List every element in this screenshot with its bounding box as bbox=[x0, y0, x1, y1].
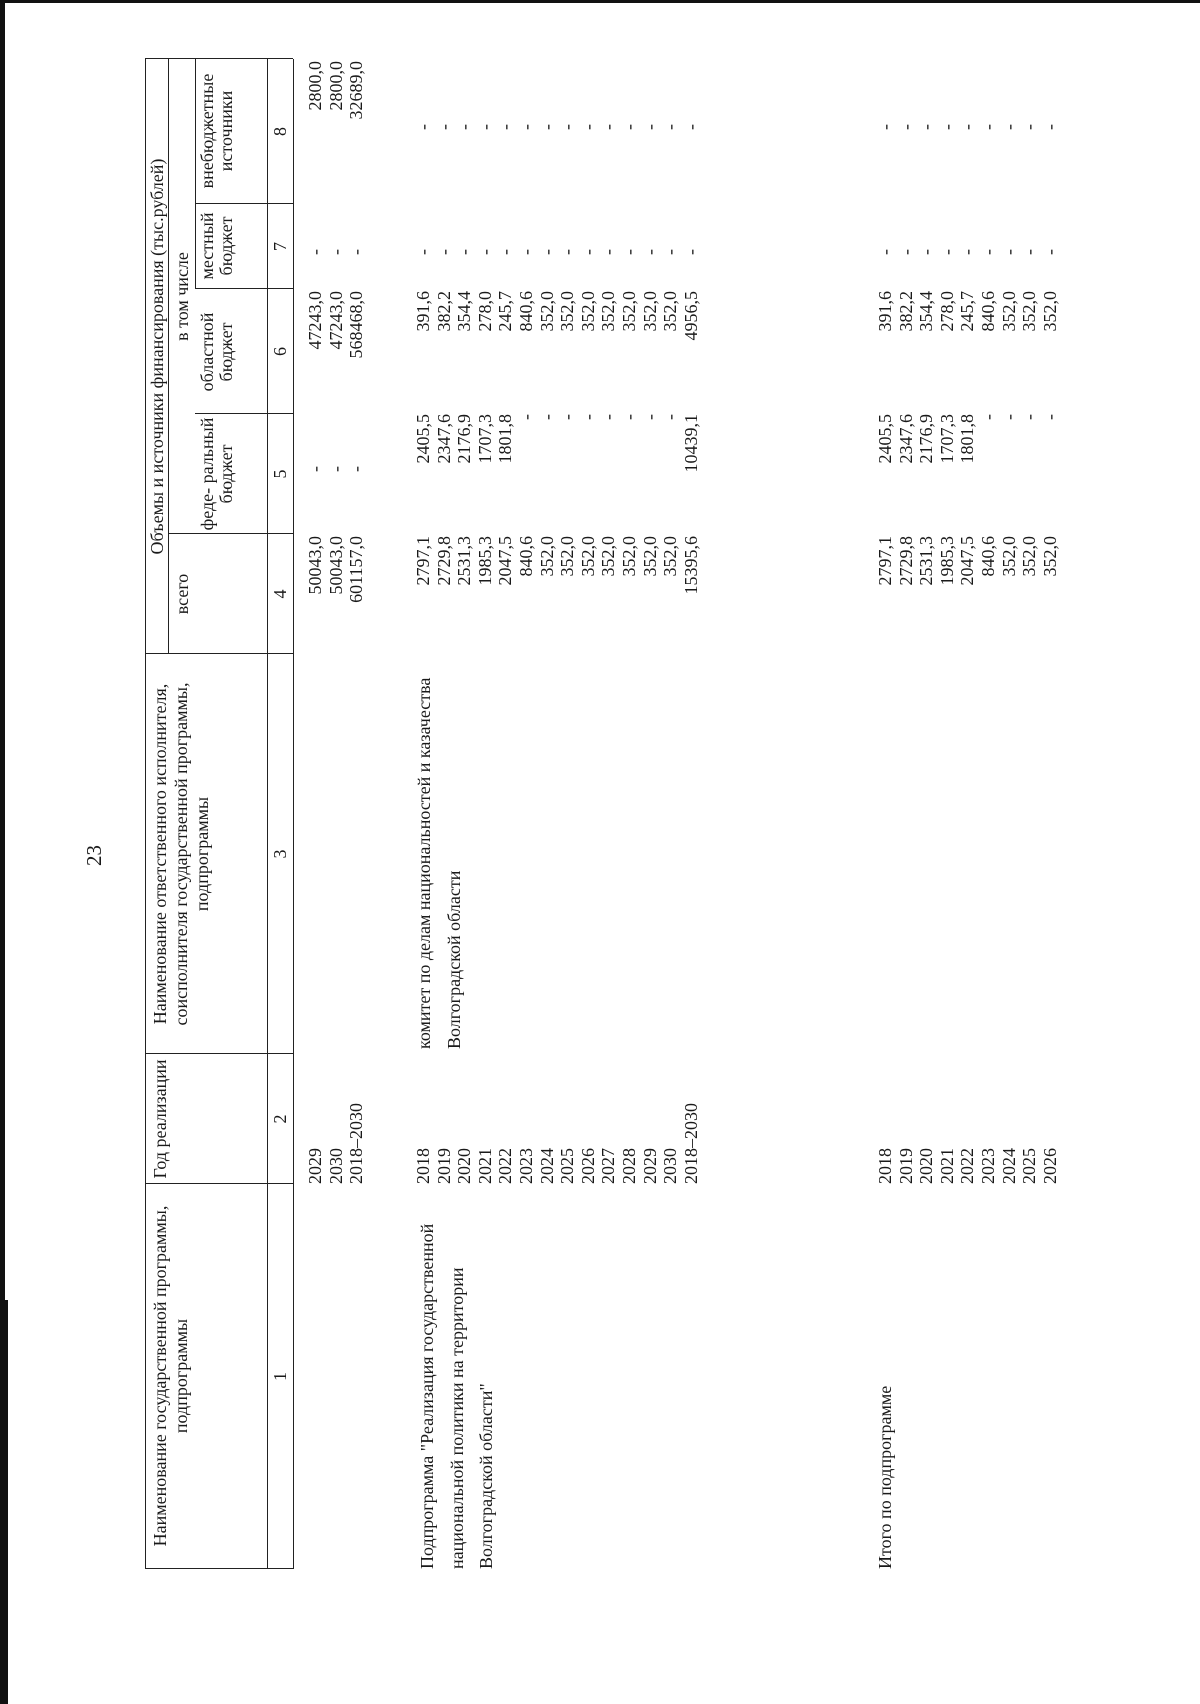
header-funding: Объемы и источники финансирования (тыс.рублей) bbox=[147, 158, 167, 555]
header-bottom-border bbox=[293, 59, 294, 1569]
block2-local: - - - - - - - - - - - - - - bbox=[413, 249, 701, 255]
table-top-border bbox=[145, 59, 146, 1569]
block3-years: 2018 2019 2020 2021 2022 2023 2024 2025 2026 bbox=[875, 1148, 1060, 1184]
including-subheader-line bbox=[195, 59, 196, 289]
header-executor: Наименование ответственного исполнителя, соисполнителя государственной программы, подпрограммы bbox=[150, 682, 212, 1026]
column-number-7: 7 bbox=[270, 242, 290, 251]
header-including: в том числе bbox=[172, 252, 192, 341]
responsible-executor: комитет по делам национальностей и казачества Волгоградской области bbox=[414, 677, 464, 1049]
header-federal: феде- ральный бюджет bbox=[197, 417, 236, 531]
block1-regional: 47243,0 47243,0 568468,0 bbox=[305, 291, 367, 359]
column-number-line bbox=[267, 59, 268, 1569]
block1-local: - - - bbox=[305, 249, 367, 255]
block2-offbudget: - - - - - - - - - - - - - - bbox=[413, 124, 701, 130]
funding-subheader-line bbox=[168, 59, 169, 654]
column-number-2: 2 bbox=[270, 1114, 290, 1124]
block3-offbudget: - - - - - - - - - bbox=[875, 124, 1060, 130]
block2-federal: 2405,5 2347,6 2176,9 1707,3 1801,8 - - - - - - - - 10439,1 bbox=[413, 414, 701, 473]
column-number-5: 5 bbox=[270, 469, 290, 479]
subprogram-name: Подпрограмма "Реализация государственной национальной политики на территории Волгоградской области" bbox=[417, 1223, 496, 1569]
block1-federal: - - - bbox=[305, 466, 367, 472]
column-number-3: 3 bbox=[270, 849, 290, 859]
column-number-4: 4 bbox=[270, 589, 290, 599]
header-regional: областной бюджет bbox=[197, 312, 236, 392]
block3-federal: 2405,5 2347,6 2176,9 1707,3 1801,8 - - - - bbox=[875, 414, 1060, 464]
column-number-1: 1 bbox=[270, 1372, 290, 1381]
page-number: 23 bbox=[82, 845, 106, 866]
block2-regional: 391,6 382,2 354,4 278,0 245,7 840,6 352,0 352,0 352,0 352,0 352,0 352,0 352,0 4956,5 bbox=[413, 291, 701, 341]
block3-regional: 391,6 382,2 354,4 278,0 245,7 840,6 352,0 352,0 352,0 bbox=[875, 291, 1060, 332]
block2-years: 2018 2019 2020 2021 2022 2023 2024 2025 2026 2027 2028 2029 2030 2018–2030 bbox=[413, 1103, 701, 1184]
block1-total: 50043,0 50043,0 601157,0 bbox=[305, 536, 367, 603]
block1-years: 2029 2030 2018–2030 bbox=[305, 1103, 367, 1184]
column-number-6: 6 bbox=[270, 347, 290, 356]
subprogram-total-label: Итого по подпрограмме bbox=[875, 1385, 895, 1569]
column-number-8: 8 bbox=[270, 127, 290, 136]
header-total: всего bbox=[172, 573, 192, 615]
block3-total: 2797,1 2729,8 2531,3 1985,3 2047,5 840,6 352,0 352,0 352,0 bbox=[875, 536, 1060, 586]
header-offbudget: внебюджетные источники bbox=[197, 73, 236, 189]
header-local: местный бюджет bbox=[197, 212, 236, 280]
block1-offbudget: 2800,0 2800,0 32689,0 bbox=[305, 61, 367, 120]
block2-total: 2797,1 2729,8 2531,3 1985,3 2047,5 840,6 352,0 352,0 352,0 352,0 352,0 352,0 352,0 15395,6 bbox=[413, 536, 701, 595]
block3-local: - - - - - - - - - bbox=[875, 249, 1060, 255]
header-year: Год реализации bbox=[150, 1059, 170, 1179]
header-program-name: Наименование государственной программы, подпрограммы bbox=[150, 1205, 191, 1547]
